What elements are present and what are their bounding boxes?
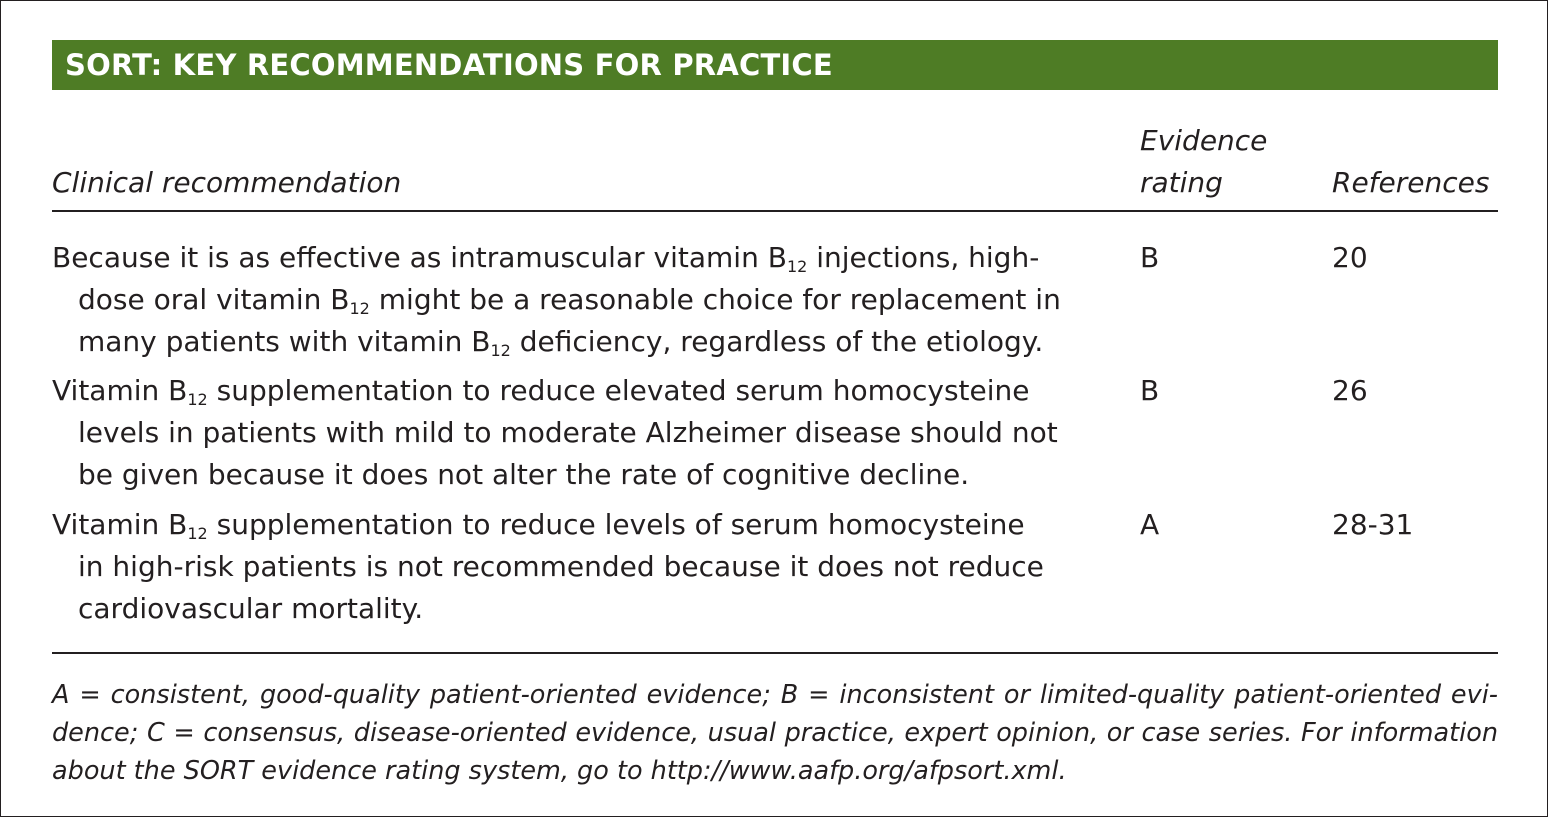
table-title: SORT: KEY RECOMMENDATIONS FOR PRACTICE	[65, 48, 833, 82]
header-evidence-line1: Evidence	[1140, 124, 1268, 157]
recommendation-line: Vitamin $B_{12}$ supplementation to reduce elevated serum homocysteine	[52, 374, 1030, 409]
references-value: 20	[1332, 241, 1368, 274]
references-value: 28-31	[1332, 508, 1414, 541]
footer-divider	[52, 652, 1498, 654]
recommendation-text	[52, 504, 1092, 630]
header-divider	[52, 210, 1498, 212]
footnote-line: dence; C = consensus, disease-oriented evidence, usual practice, expert opinion, or case series. For information	[52, 718, 1498, 748]
header-evidence-line2: rating	[1140, 166, 1223, 199]
footnote-line: about the SORT evidence rating system, go to http://www.aafp.org/afpsort.xml.	[52, 756, 1067, 786]
footnote-line: A = consistent, good-quality patient-oriented evidence; B = inconsistent or limited-quality patient-oriented evi-	[52, 680, 1498, 710]
recommendation-line: Vitamin $B_{12}$ supplementation to reduce levels of serum homocysteine	[52, 508, 1025, 543]
header-evidence-rating	[1140, 120, 1320, 204]
evidence-rating-value: B	[1140, 241, 1160, 274]
recommendation-line: levels in patients with mild to moderate Alzheimer disease should not	[78, 416, 1058, 449]
evidence-rating-value: B	[1140, 374, 1160, 407]
recommendation-text	[52, 237, 1092, 363]
header-clinical-recommendation: Clinical recommendation	[52, 166, 402, 199]
recommendation-line: be given because it does not alter the rate of cognitive decline.	[78, 458, 970, 491]
evidence-footnote	[52, 676, 1498, 790]
references-value: 26	[1332, 374, 1368, 407]
header-references: References	[1332, 166, 1490, 199]
recommendation-line: in high-risk patients is not recommended because it does not reduce	[78, 550, 1044, 583]
recommendation-line: cardiovascular mortality.	[78, 592, 424, 625]
evidence-rating-value: A	[1140, 508, 1160, 541]
recommendation-text	[52, 370, 1092, 496]
recommendation-line: many patients with vitamin $B_{12}$ deficiency, regardless of the etiology.	[78, 325, 1044, 360]
recommendation-line: Because it is as effective as intramuscular vitamin $B_{12}$ injections, high-	[52, 241, 1040, 276]
recommendation-line: dose oral vitamin $B_{12}$ might be a reasonable choice for replacement in	[78, 283, 1061, 318]
title-banner	[52, 40, 1498, 90]
